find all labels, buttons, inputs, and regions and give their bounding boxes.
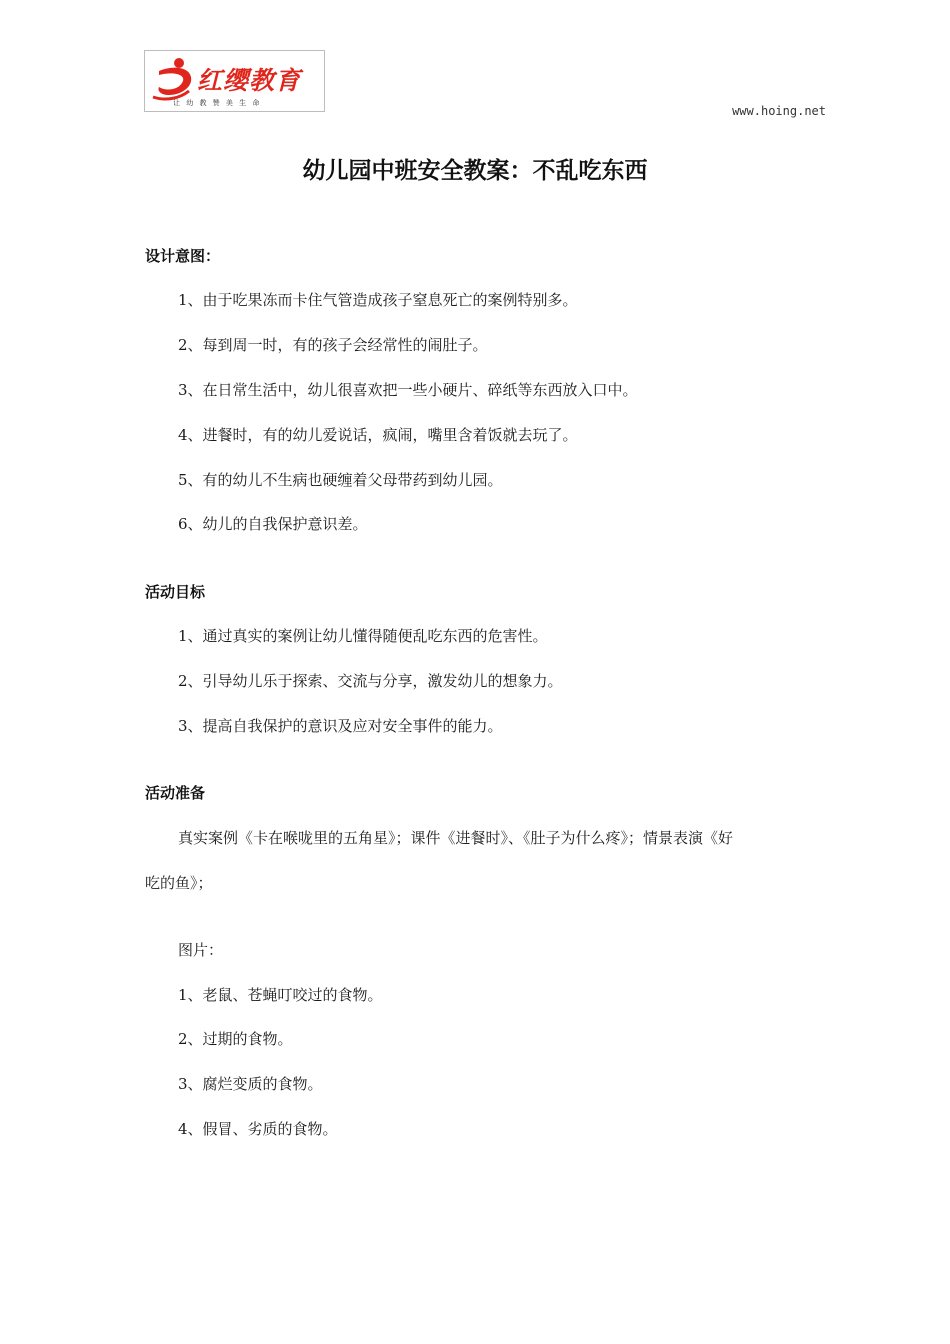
section-heading-design-intent: 设计意图：	[145, 247, 221, 265]
list-item: 6、幼儿的自我保护意识差。	[178, 515, 368, 533]
list-item: 4、假冒、劣质的食物。	[178, 1120, 338, 1138]
page-title: 幼儿园中班安全教案：不乱吃东西	[302, 158, 648, 184]
list-item: 5、有的幼儿不生病也硬缠着父母带药到幼儿园。	[178, 471, 503, 489]
section-heading-preparation: 活动准备	[145, 784, 206, 802]
list-item: 3、在日常生活中，幼儿很喜欢把一些小硬片、碎纸等东西放入口中。	[178, 381, 638, 399]
list-item: 2、引导幼儿乐于探索、交流与分享，激发幼儿的想象力。	[178, 672, 563, 690]
list-item: 4、进餐时，有的幼儿爱说话，疯闹，嘴里含着饭就去玩了。	[178, 426, 578, 444]
list-item: 1、老鼠、苍蝇叮咬过的食物。	[178, 986, 383, 1004]
list-item: 1、通过真实的案例让幼儿懂得随便乱吃东西的危害性。	[178, 627, 548, 645]
list-item: 1、由于吃果冻而卡住气管造成孩子窒息死亡的案例特别多。	[178, 291, 578, 309]
list-item: 3、提高自我保护的意识及应对安全事件的能力。	[178, 717, 503, 735]
list-item: 2、每到周一时，有的孩子会经常性的闹肚子。	[178, 336, 488, 354]
list-item: 2、过期的食物。	[178, 1030, 293, 1048]
logo-text: 红缨教育	[197, 66, 302, 95]
logo-slogan: 让 幼 教 赞 美 生 命	[173, 99, 262, 107]
section-heading-goals: 活动目标	[145, 583, 206, 601]
paragraph-line: 吃的鱼》；	[145, 874, 213, 892]
logo	[144, 50, 325, 112]
site-url: www.hoing.net	[732, 104, 826, 118]
sub-heading-pictures: 图片：	[178, 941, 224, 959]
paragraph-line: 真实案例《卡在喉咙里的五角星》；课件《进餐时》、《肚子为什么疼》；情景表演《好	[178, 829, 734, 847]
list-item: 3、腐烂变质的食物。	[178, 1075, 323, 1093]
